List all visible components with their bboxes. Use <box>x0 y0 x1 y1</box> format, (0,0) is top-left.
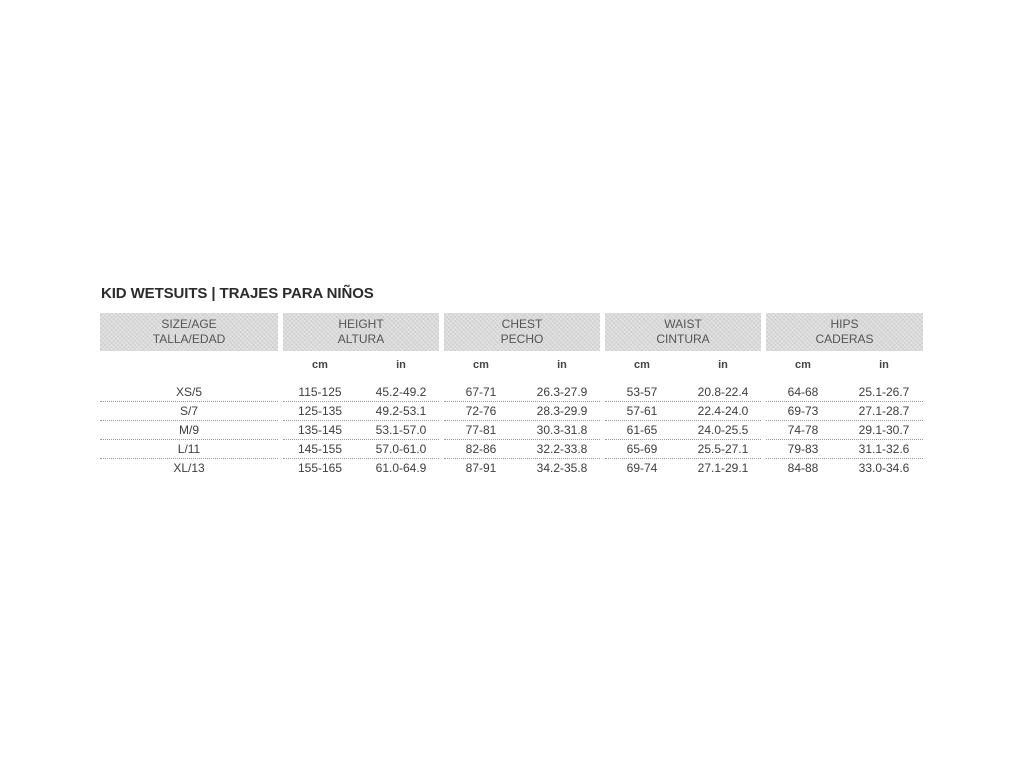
unit-height-in: in <box>396 359 406 371</box>
measurement-cell: 115-125 <box>298 385 342 399</box>
unit-chest-in: in <box>557 359 567 371</box>
measurement-cell: 53-57 <box>626 385 658 399</box>
measurement-cell: 27.1-28.7 <box>858 404 910 418</box>
measurement-cell: 84-88 <box>787 461 819 475</box>
measurement-cell: 45.2-49.2 <box>375 385 427 399</box>
header-label: HEIGHT <box>338 317 384 331</box>
measurement-cell: 57-61 <box>626 404 658 418</box>
size-chart-table <box>100 313 923 478</box>
measurement-cell: 31.1-32.6 <box>858 442 910 456</box>
size-cell: S/7 <box>179 404 198 418</box>
measurement-cell: 28.3-29.9 <box>536 404 588 418</box>
table-body <box>100 383 923 478</box>
measurement-cell: 87-91 <box>465 461 497 475</box>
table-row <box>100 402 923 421</box>
header-label-es: TALLA/EDAD <box>152 332 226 346</box>
table-row <box>100 383 923 402</box>
header-hips <box>766 313 923 351</box>
header-label-es: ALTURA <box>337 332 385 346</box>
measurement-cell: 24.0-25.5 <box>697 423 749 437</box>
measurement-cell: 72-76 <box>465 404 497 418</box>
header-size-age <box>100 313 278 351</box>
page-title: KID WETSUITS | TRAJES PARA NIÑOS <box>101 285 374 302</box>
measurement-cell: 27.1-29.1 <box>697 461 749 475</box>
table-header-row <box>100 313 923 351</box>
measurement-cell: 25.1-26.7 <box>858 385 910 399</box>
measurement-cell: 22.4-24.0 <box>697 404 749 418</box>
unit-waist-cm: cm <box>634 359 650 371</box>
measurement-cell: 82-86 <box>465 442 497 456</box>
measurement-cell: 34.2-35.8 <box>536 461 588 475</box>
units-row <box>100 351 923 381</box>
header-label-es: PECHO <box>500 332 544 346</box>
header-waist <box>605 313 761 351</box>
unit-chest-cm: cm <box>473 359 489 371</box>
measurement-cell: 61.0-64.9 <box>375 461 427 475</box>
measurement-cell: 69-73 <box>787 404 819 418</box>
measurement-cell: 30.3-31.8 <box>536 423 588 437</box>
unit-height-cm: cm <box>312 359 328 371</box>
size-cell: M/9 <box>178 423 199 437</box>
measurement-cell: 125-135 <box>297 404 343 418</box>
measurement-cell: 155-165 <box>297 461 343 475</box>
table-row <box>100 421 923 440</box>
table-row <box>100 459 923 478</box>
measurement-cell: 26.3-27.9 <box>536 385 588 399</box>
measurement-cell: 79-83 <box>787 442 819 456</box>
unit-waist-in: in <box>718 359 728 371</box>
measurement-cell: 53.1-57.0 <box>375 423 427 437</box>
header-label: WAIST <box>664 317 702 331</box>
measurement-cell: 65-69 <box>626 442 658 456</box>
measurement-cell: 25.5-27.1 <box>697 442 749 456</box>
size-cell: XL/13 <box>173 461 205 475</box>
unit-hips-in: in <box>879 359 889 371</box>
header-height <box>283 313 439 351</box>
header-label: CHEST <box>501 317 543 331</box>
header-label-es: CADERAS <box>815 332 874 346</box>
measurement-cell: 69-74 <box>626 461 658 475</box>
measurement-cell: 32.2-33.8 <box>536 442 588 456</box>
measurement-cell: 145-155 <box>297 442 343 456</box>
header-label: SIZE/AGE <box>161 317 217 331</box>
measurement-cell: 57.0-61.0 <box>375 442 427 456</box>
measurement-cell: 77-81 <box>465 423 497 437</box>
size-cell: XS/5 <box>175 385 202 399</box>
measurement-cell: 61-65 <box>626 423 658 437</box>
measurement-cell: 29.1-30.7 <box>858 423 910 437</box>
size-cell: L/11 <box>177 442 201 456</box>
header-chest <box>444 313 600 351</box>
measurement-cell: 20.8-22.4 <box>697 385 749 399</box>
measurement-cell: 135-145 <box>297 423 343 437</box>
measurement-cell: 67-71 <box>465 385 497 399</box>
unit-hips-cm: cm <box>795 359 811 371</box>
header-label: HIPS <box>830 317 859 331</box>
measurement-cell: 74-78 <box>787 423 819 437</box>
measurement-cell: 49.2-53.1 <box>375 404 427 418</box>
measurement-cell: 64-68 <box>787 385 819 399</box>
table-row <box>100 440 923 459</box>
header-label-es: CINTURA <box>656 332 710 346</box>
measurement-cell: 33.0-34.6 <box>858 461 910 475</box>
